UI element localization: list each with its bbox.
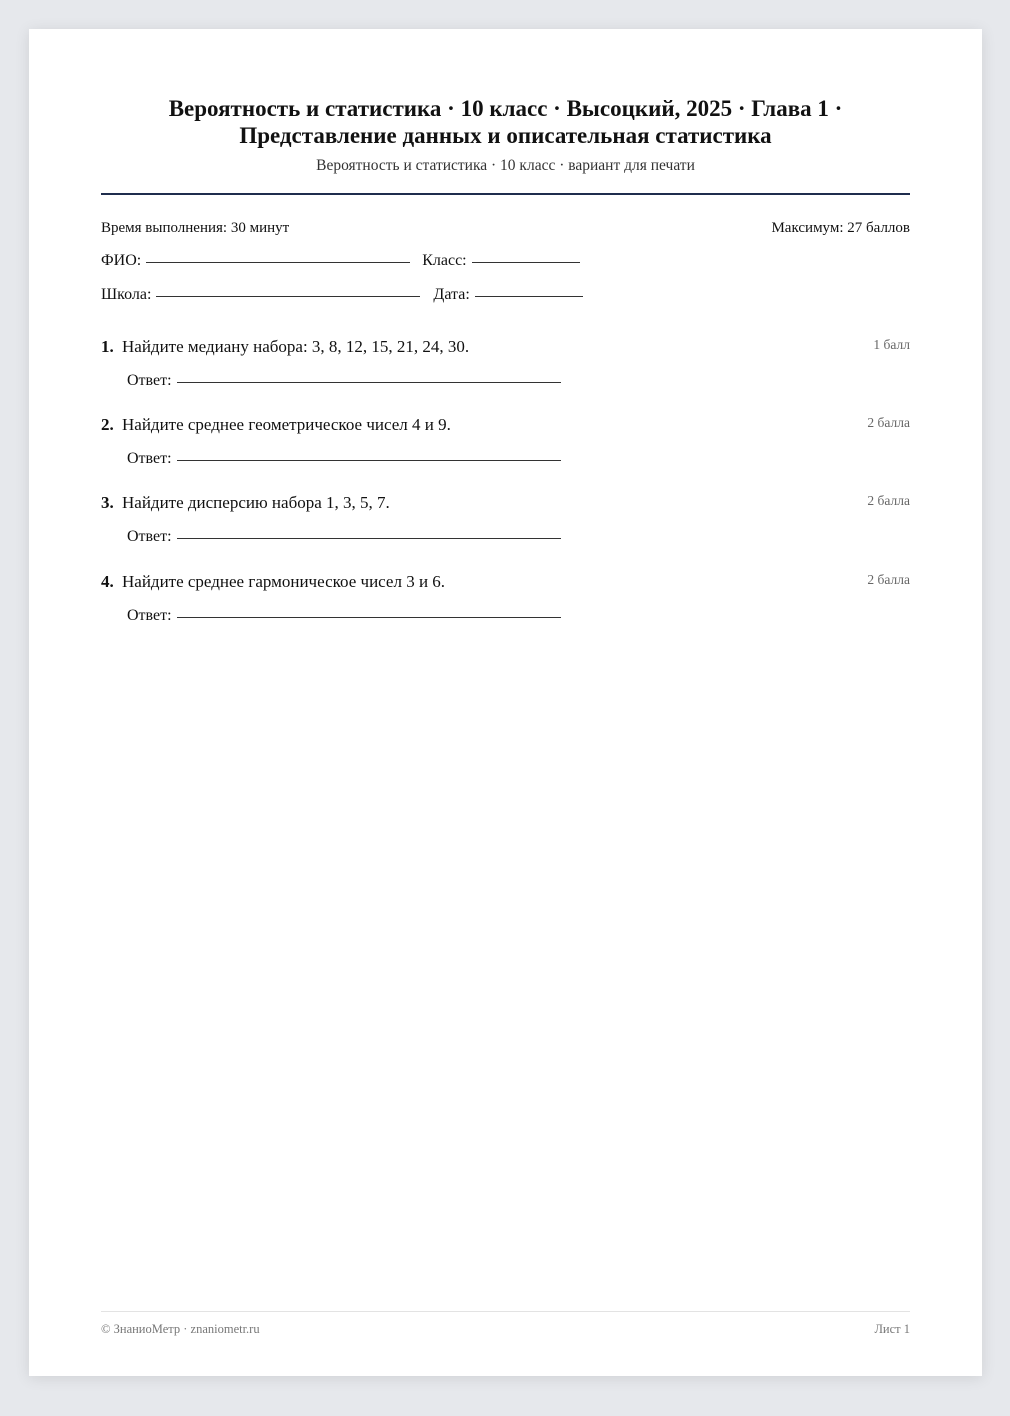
school-field[interactable] <box>156 295 420 297</box>
question-number: 4. <box>101 572 114 591</box>
question-body: Найдите медиану набора: 3, 8, 12, 15, 21, 24, 30. <box>122 337 470 356</box>
question-4 <box>101 572 910 642</box>
page-number: Лист 1 <box>874 1322 910 1336</box>
time-limit: Время выполнения: 30 минут <box>101 220 290 236</box>
answer-label: Ответ: <box>127 372 172 389</box>
page-subtitle: Вероятность и статистика · 10 класс · вариант для печати <box>316 157 695 174</box>
name-field[interactable] <box>146 261 410 263</box>
question-2 <box>101 415 910 485</box>
answer-row <box>127 528 561 546</box>
question-1 <box>101 337 910 407</box>
question-body: Найдите дисперсию набора 1, 3, 5, 7. <box>122 493 390 512</box>
date-label: Дата: <box>433 286 470 303</box>
answer-row <box>127 372 561 390</box>
page-title <box>101 95 910 149</box>
worksheet-page <box>29 29 982 1376</box>
name-label: ФИО: <box>101 252 142 269</box>
header-divider <box>101 193 910 195</box>
class-label: Класс: <box>422 252 467 269</box>
question-number: 3. <box>101 493 114 512</box>
question-text <box>101 415 451 435</box>
question-number: 2. <box>101 415 114 434</box>
footer-divider <box>101 1311 910 1312</box>
answer-field[interactable] <box>177 459 561 461</box>
question-text <box>101 337 469 357</box>
question-text <box>101 493 390 513</box>
question-points: 1 балл <box>873 337 910 352</box>
answer-field[interactable] <box>177 381 561 383</box>
date-field[interactable] <box>475 295 583 297</box>
name-class-row <box>101 252 580 270</box>
question-text <box>101 572 445 592</box>
question-points: 2 балла <box>867 572 910 587</box>
school-label: Школа: <box>101 286 152 303</box>
question-body: Найдите среднее гармоническое чисел 3 и 6. <box>122 572 446 591</box>
answer-label: Ответ: <box>127 607 172 624</box>
question-points: 2 балла <box>867 415 910 430</box>
footer-copyright: © ЗнаниоМетр · znaniometr.ru <box>101 1322 260 1336</box>
answer-label: Ответ: <box>127 528 172 545</box>
question-number: 1. <box>101 337 114 356</box>
max-score: Максимум: 27 баллов <box>771 220 910 236</box>
answer-row <box>127 450 561 468</box>
question-body: Найдите среднее геометрическое чисел 4 и 9. <box>122 415 451 434</box>
meta-row <box>101 220 910 237</box>
question-points: 2 балла <box>867 493 910 508</box>
question-3 <box>101 493 910 563</box>
answer-field[interactable] <box>177 616 561 618</box>
answer-label: Ответ: <box>127 450 172 467</box>
title-line-1: Вероятность и статистика · 10 класс · Высоцкий, 2025 · Глава 1 · <box>168 96 843 121</box>
answer-field[interactable] <box>177 537 561 539</box>
title-line-2: Представление данных и описательная статистика <box>239 123 772 148</box>
answer-row <box>127 607 561 625</box>
page-footer <box>101 1322 910 1337</box>
class-field[interactable] <box>472 261 580 263</box>
school-date-row <box>101 286 583 304</box>
